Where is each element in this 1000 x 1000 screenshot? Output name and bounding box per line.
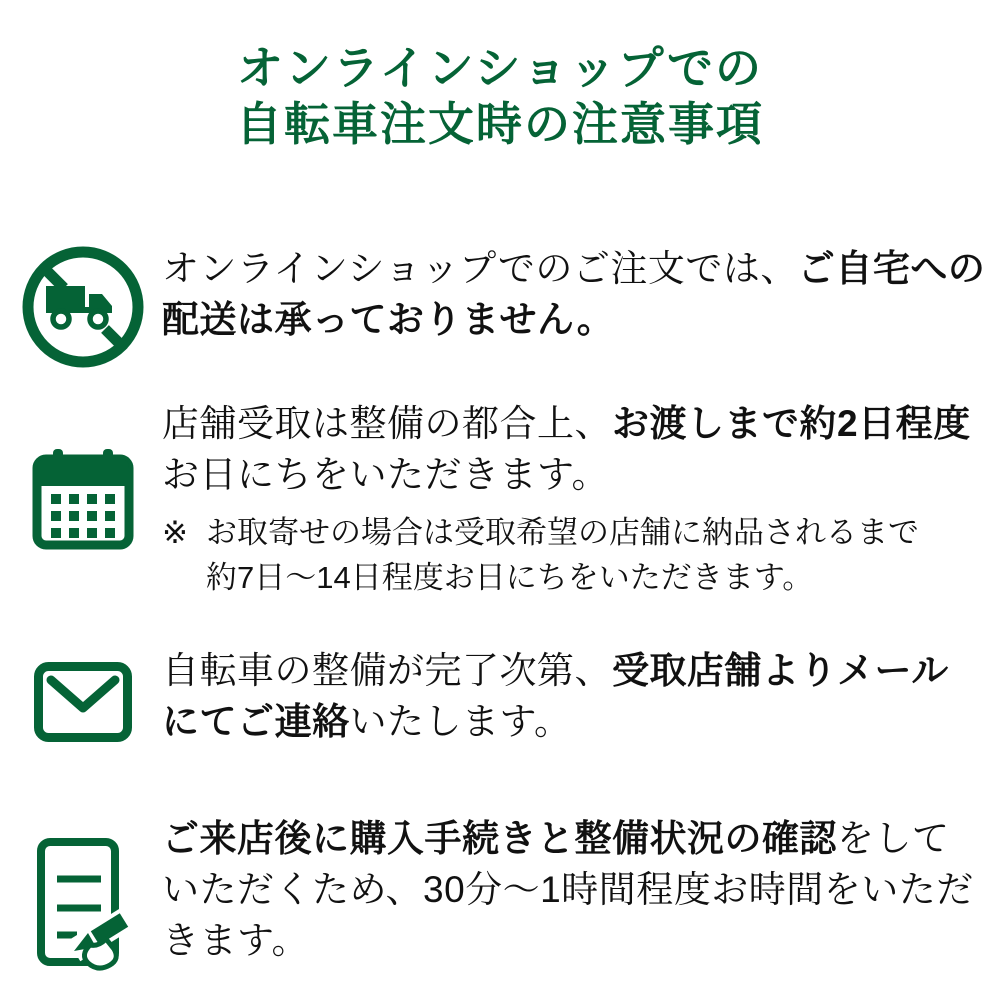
page-title-line-1: オンラインショップでの [237,42,763,94]
section-email-notification-text [148,645,986,747]
section-email-notification [18,645,986,747]
document-signing-icon [18,813,148,977]
section-pickup-lead-time [18,398,986,600]
text-run: をしていただくため、30分〜1時間程度お時間をいただきます。 [162,818,974,961]
section-text [162,813,986,966]
section-instore-procedure-text [148,813,986,966]
text-run: いたします。 [349,701,572,742]
note-text [206,510,919,600]
text-run: 自転車の整備が完了次第、 [162,650,612,691]
text-run: 受取店舗よりメールにてご連絡 [162,650,949,742]
no-home-delivery-truck-icon [18,243,148,371]
page-title-line-2: 自転車注文時の注意事項 [236,98,764,150]
text-run: オンラインショップでのご注文では、 [162,248,798,289]
note-line: お取寄せの場合は受取希望の店舗に納品されるまで [206,515,919,550]
calendar-icon [18,398,148,554]
section-text [162,645,986,747]
section-pickup-lead-time-text [148,398,986,600]
text-run: お日にちをいただきます。 [162,454,610,495]
note-line: 約7日〜14日程度お日にちをいただきます。 [206,560,814,595]
text-run: ご自宅への配送は承っておりません。 [162,248,986,340]
text-run: お渡しまで約2日程度 [612,403,971,444]
section-instore-procedure [18,813,986,977]
section-no-home-delivery-text [148,243,986,345]
text-run: ご来店後に購入手続きと整備状況の確認 [162,818,837,859]
section-no-home-delivery [18,243,986,371]
text-run: 店舗受取は整備の都合上、 [162,403,612,444]
mail-envelope-icon [18,645,148,743]
section-text [162,243,986,345]
backorder-note [162,510,986,600]
section-text [162,398,986,500]
note-marker: ※ [162,515,188,550]
page-title [0,40,1000,152]
